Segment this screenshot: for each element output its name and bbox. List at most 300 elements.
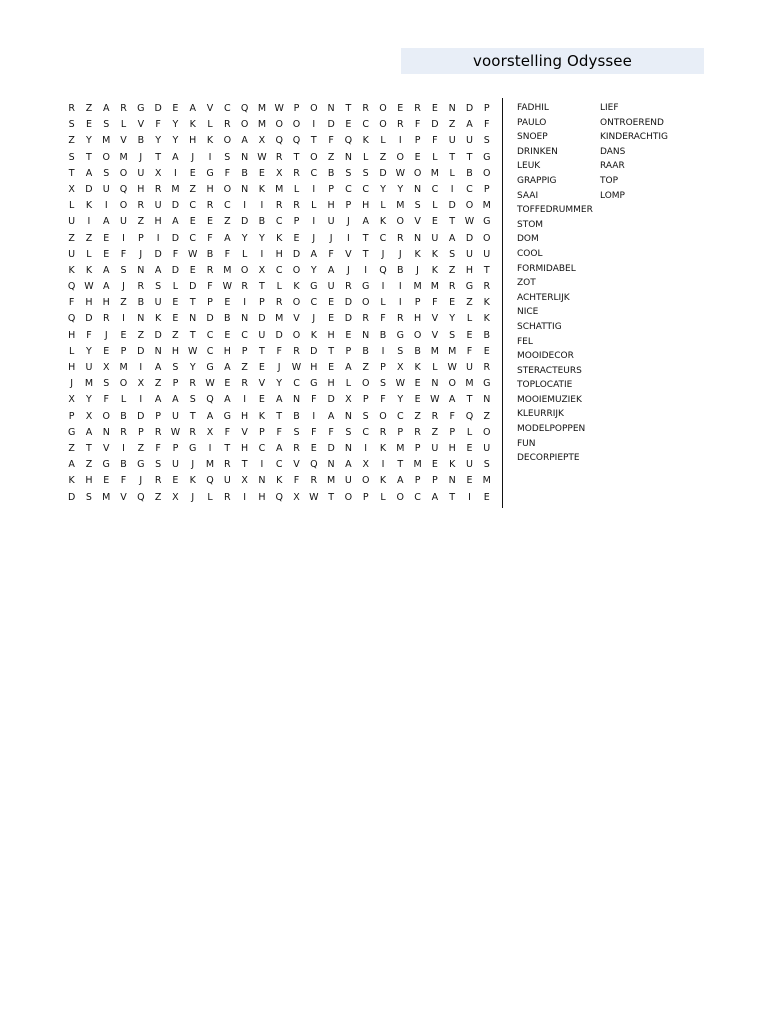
grid-letter: I (122, 442, 125, 454)
grid-letter: E (345, 329, 352, 341)
grid-letter: S (103, 167, 110, 179)
word-list-item: FORMIDABEL (517, 263, 576, 274)
grid-letter: H (362, 200, 370, 212)
grid-letter: T (362, 232, 369, 244)
grid-letter: I (312, 216, 316, 228)
grid-letter: V (120, 491, 127, 503)
word-list-item: SCHATTIG (517, 321, 562, 332)
grid-letter: A (68, 459, 75, 471)
grid-letter: C (310, 297, 318, 309)
grid-letter: Q (67, 281, 76, 293)
grid-letter: R (189, 426, 197, 438)
grid-letter: I (104, 200, 108, 212)
grid-letter: G (137, 459, 145, 471)
grid-letter: D (275, 329, 283, 341)
grid-letter: G (102, 459, 110, 471)
grid-letter: Z (68, 232, 75, 244)
grid-letter: M (119, 362, 128, 373)
word-list-item: ONTROEREND (600, 117, 664, 128)
grid-letter: C (241, 329, 248, 341)
word-list-item: SAAI (517, 190, 539, 201)
grid-letter: P (449, 426, 456, 438)
grid-letter: S (345, 426, 352, 438)
grid-letter: L (207, 119, 213, 131)
grid-letter: P (345, 200, 352, 212)
grid-letter: D (206, 313, 214, 325)
word-list-item: MODELPOPPEN (517, 424, 586, 435)
grid-letter: Z (327, 151, 335, 163)
grid-letter: R (483, 281, 491, 293)
grid-letter: E (345, 119, 352, 131)
grid-letter: I (243, 394, 247, 406)
grid-letter: R (154, 183, 162, 195)
grid-letter: E (103, 475, 110, 487)
grid-letter: Q (240, 103, 249, 114)
grid-letter: G (310, 281, 318, 293)
grid-letter: R (189, 378, 197, 390)
grid-letter: H (327, 200, 335, 212)
grid-letter: D (137, 345, 145, 357)
grid-letter: Y (155, 135, 162, 147)
grid-letter: J (346, 264, 350, 276)
grid-letter: W (84, 281, 94, 293)
grid-letter: M (465, 378, 474, 390)
grid-letter: A (397, 475, 404, 487)
grid-letter: Q (275, 135, 283, 147)
grid-letter: T (466, 394, 473, 406)
grid-letter: E (483, 491, 490, 503)
word-list-column-2 (600, 101, 668, 203)
word-list-item: DECORPIEPTE (517, 453, 580, 464)
grid-letter: Q (119, 183, 128, 195)
grid-letter: I (260, 200, 264, 212)
grid-letter: A (275, 442, 283, 454)
grid-letter: R (275, 297, 283, 309)
grid-letter: T (155, 151, 162, 163)
grid-letter: X (85, 410, 93, 422)
grid-letter: P (414, 297, 421, 309)
grid-letter: H (327, 378, 335, 390)
grid-letter: R (396, 119, 404, 131)
grid-letter: F (414, 119, 421, 131)
grid-letter: O (119, 378, 128, 390)
grid-letter: P (172, 442, 179, 454)
grid-letter: L (432, 362, 438, 373)
grid-letter: K (414, 248, 421, 260)
grid-letter: V (414, 216, 421, 228)
grid-letter: Y (276, 378, 283, 390)
grid-letter: P (207, 297, 213, 309)
grid-letter: T (189, 329, 196, 341)
grid-letter: M (430, 345, 439, 357)
grid-letter: D (154, 248, 162, 260)
grid-letter: P (259, 297, 265, 309)
grid-letter: N (448, 103, 456, 114)
grid-letter: B (483, 329, 491, 341)
grid-letter: A (241, 135, 248, 147)
grid-letter: F (224, 248, 231, 260)
grid-letter: P (328, 183, 334, 195)
grid-letter: C (206, 345, 214, 357)
word-list-item: FADHIL (517, 103, 549, 113)
grid-letter: L (345, 378, 352, 390)
word-list-item: LIEF (600, 103, 619, 113)
grid-letter: N (258, 475, 266, 487)
grid-letter: G (465, 281, 474, 293)
grid-letter: B (258, 216, 266, 228)
grid-letter: F (466, 345, 473, 357)
grid-letter: F (120, 248, 127, 260)
grid-letter: C (345, 183, 352, 195)
grid-letter: U (85, 362, 93, 373)
grid-letter: E (258, 362, 265, 373)
grid-letter: M (275, 183, 284, 195)
grid-letter: E (103, 345, 110, 357)
grid-letter: D (431, 119, 439, 131)
grid-letter: E (466, 475, 473, 487)
grid-letter: M (119, 151, 128, 163)
grid-letter: E (483, 345, 490, 357)
grid-letter: O (102, 151, 110, 163)
word-list-item: ZOT (517, 278, 536, 289)
grid-letter: Y (241, 232, 248, 244)
grid-letter: N (414, 183, 422, 195)
grid-letter: Q (67, 313, 76, 325)
grid-letter: Y (86, 135, 92, 147)
grid-letter: M (413, 281, 422, 293)
grid-letter: R (431, 410, 439, 422)
grid-letter: O (361, 475, 370, 487)
grid-letter: Z (137, 442, 145, 454)
grid-letter: B (137, 297, 145, 309)
grid-letter: O (379, 119, 387, 131)
word-list-item: MOOIDECOR (517, 351, 574, 362)
grid-letter: O (413, 329, 422, 341)
grid-letter: F (311, 394, 317, 406)
grid-letter: H (258, 491, 266, 503)
grid-letter: R (396, 313, 404, 325)
grid-letter: P (362, 491, 369, 503)
grid-letter: I (312, 183, 316, 195)
grid-letter: W (274, 103, 284, 114)
grid-letter: A (189, 103, 196, 114)
grid-letter: R (224, 459, 231, 471)
grid-letter: Q (465, 410, 474, 422)
grid-letter: Z (379, 151, 387, 163)
grid-letter: I (346, 232, 350, 244)
grid-letter: O (396, 491, 405, 503)
grid-letter: E (85, 119, 92, 131)
grid-letter: I (364, 264, 368, 276)
grid-letter: M (430, 167, 439, 179)
grid-letter: F (276, 345, 282, 357)
grid-letter: M (205, 459, 215, 471)
grid-letter: I (381, 345, 385, 357)
grid-letter: A (224, 232, 231, 244)
grid-letter: V (293, 459, 300, 471)
grid-letter: S (68, 151, 75, 163)
grid-letter: T (68, 167, 75, 179)
grid-letter: O (119, 167, 128, 179)
word-list-item: LEUK (517, 161, 541, 172)
grid-letter: E (449, 297, 456, 309)
grid-letter: L (241, 248, 248, 260)
grid-letter: L (276, 281, 282, 293)
grid-letter: T (310, 135, 317, 147)
grid-letter: Z (85, 232, 93, 244)
grid-letter: E (310, 442, 317, 454)
word-list-item: ACHTERLIJK (517, 292, 570, 303)
grid-letter: W (309, 491, 319, 503)
grid-letter: H (102, 297, 110, 309)
grid-letter: I (312, 119, 316, 131)
grid-letter: C (293, 378, 300, 390)
grid-letter: M (275, 313, 284, 325)
grid-letter: R (224, 119, 231, 131)
grid-letter: U (327, 281, 335, 293)
grid-letter: D (137, 410, 145, 422)
grid-letter: U (465, 135, 473, 147)
grid-letter: O (465, 200, 474, 212)
grid-letter: W (205, 378, 215, 390)
grid-letter: O (361, 297, 370, 309)
grid-letter: U (465, 248, 473, 260)
grid-letter: G (310, 378, 318, 390)
grid-letter: P (414, 475, 421, 487)
grid-letter: C (258, 442, 266, 454)
grid-letter: B (224, 313, 231, 325)
grid-letter: C (431, 183, 439, 195)
word-list-item: GRAPPIG (517, 175, 557, 186)
grid-letter: S (224, 151, 231, 163)
grid-letter: A (345, 362, 352, 373)
grid-letter: R (293, 442, 300, 454)
grid-letter: C (362, 119, 370, 131)
grid-letter: F (293, 475, 300, 487)
grid-letter: M (257, 103, 267, 114)
grid-letter: D (189, 281, 197, 293)
grid-letter: C (206, 329, 214, 341)
grid-letter: U (223, 475, 231, 487)
grid-letter: K (68, 475, 75, 487)
grid-letter: A (172, 216, 179, 228)
grid-letter: R (483, 362, 491, 373)
grid-letter: O (292, 297, 301, 309)
grid-letter: Z (448, 119, 456, 131)
grid-letter: S (379, 378, 386, 390)
grid-letter: S (189, 394, 196, 406)
grid-letter: H (465, 264, 474, 276)
grid-letter: G (67, 426, 76, 438)
grid-letter: W (395, 167, 405, 179)
grid-letter: Z (85, 103, 93, 114)
grid-letter: D (154, 329, 162, 341)
grid-letter: L (120, 394, 127, 406)
word-list-item: FUN (517, 438, 536, 449)
grid-letter: V (206, 103, 214, 114)
grid-letter: R (154, 426, 162, 438)
grid-letter: I (468, 491, 471, 503)
grid-letter: L (466, 313, 473, 325)
grid-letter: R (448, 281, 456, 293)
grid-letter: T (328, 491, 334, 503)
grid-letter: E (172, 475, 179, 487)
grid-letter: P (172, 378, 179, 390)
word-list-item: DRINKEN (517, 146, 558, 157)
grid-letter: J (398, 248, 402, 260)
grid-letter: P (137, 232, 144, 244)
grid-letter: A (102, 216, 110, 228)
grid-letter: H (206, 183, 214, 195)
grid-letter: N (344, 151, 352, 163)
grid-letter: X (275, 167, 283, 179)
grid-letter: Q (379, 264, 387, 276)
grid-letter: X (102, 362, 110, 373)
grid-letter: F (86, 329, 92, 341)
grid-letter: P (414, 135, 421, 147)
grid-letter: K (379, 442, 387, 454)
grid-letter: D (327, 394, 335, 406)
grid-letter: Y (172, 135, 179, 147)
grid-letter: N (344, 410, 352, 422)
grid-letter: Z (241, 362, 248, 373)
grid-letter: N (241, 183, 249, 195)
grid-letter: A (85, 426, 93, 438)
grid-letter: T (345, 103, 352, 114)
grid-letter: U (483, 442, 491, 454)
grid-letter: E (103, 248, 110, 260)
grid-letter: K (293, 281, 300, 293)
grid-letter: J (312, 313, 316, 325)
grid-letter: D (448, 200, 456, 212)
grid-letter: P (483, 183, 490, 195)
word-list-item: DOM (517, 234, 539, 245)
grid-letter: O (223, 135, 232, 147)
word-list-item: STOM (517, 219, 544, 230)
grid-letter: R (396, 232, 404, 244)
grid-letter: Z (154, 378, 162, 390)
grid-letter: R (293, 200, 300, 212)
grid-letter: K (483, 297, 490, 309)
grid-letter: A (327, 410, 335, 422)
grid-letter: H (414, 313, 422, 325)
grid-letter: T (362, 248, 369, 260)
grid-letter: X (258, 264, 266, 276)
grid-letter: T (86, 151, 92, 163)
grid-letter: R (206, 200, 214, 212)
grid-letter: F (380, 313, 386, 325)
grid-letter: K (68, 264, 75, 276)
grid-letter: W (188, 345, 198, 357)
grid-letter: Y (172, 119, 179, 131)
grid-letter: I (364, 442, 368, 454)
grid-letter: P (155, 410, 161, 422)
grid-letter: E (224, 378, 231, 390)
grid-letter: Q (275, 491, 283, 503)
grid-letter: H (137, 183, 145, 195)
grid-letter: D (67, 491, 76, 503)
grid-letter: J (139, 475, 143, 487)
grid-letter: E (224, 329, 231, 341)
grid-letter: E (466, 329, 473, 341)
grid-letter: K (85, 200, 93, 212)
grid-letter: N (327, 103, 335, 114)
grid-letter: M (327, 475, 336, 487)
grid-letter: S (362, 410, 369, 422)
grid-letter: N (431, 378, 439, 390)
grid-letter: C (224, 103, 231, 114)
grid-letter: M (257, 119, 267, 131)
grid-letter: R (241, 378, 248, 390)
grid-letter: T (449, 491, 456, 503)
grid-letter: E (189, 264, 196, 276)
grid-letter: L (207, 491, 213, 503)
grid-letter: O (292, 119, 301, 131)
grid-letter: P (483, 103, 490, 114)
grid-letter: K (431, 264, 438, 276)
grid-letter: R (137, 200, 145, 212)
grid-letter: X (293, 491, 300, 503)
word-list-item: TOFFEDRUMMER (517, 205, 593, 216)
grid-letter: L (311, 200, 317, 212)
grid-letter: L (363, 151, 369, 163)
grid-letter: K (379, 475, 387, 487)
grid-letter: K (414, 362, 421, 373)
grid-letter: O (483, 232, 491, 244)
grid-letter: R (362, 313, 369, 325)
grid-letter: D (258, 313, 266, 325)
grid-letter: Q (206, 475, 214, 487)
grid-letter: T (276, 410, 283, 422)
grid-letter: M (396, 200, 405, 212)
word-list-item: KINDERACHTIG (600, 132, 668, 143)
grid-letter: A (102, 281, 110, 293)
grid-letter: B (379, 329, 387, 341)
grid-letter: D (327, 119, 335, 131)
grid-letter: P (432, 475, 438, 487)
grid-letter: A (362, 216, 369, 228)
grid-letter: M (413, 459, 422, 471)
grid-letter: E (172, 297, 179, 309)
grid-letter: A (102, 264, 110, 276)
grid-letter: D (171, 200, 180, 212)
grid-letter: C (379, 232, 387, 244)
grid-letter: M (102, 491, 111, 503)
grid-letter: V (431, 313, 439, 325)
grid-letter: Z (120, 297, 127, 309)
grid-letter: E (258, 394, 265, 406)
grid-letter: G (206, 167, 214, 179)
grid-letter: A (448, 394, 456, 406)
grid-letter: Q (310, 459, 318, 471)
grid-letter: X (397, 362, 404, 373)
grid-letter: A (154, 264, 162, 276)
grid-letter: C (396, 410, 404, 422)
grid-letter: F (276, 426, 282, 438)
grid-letter: L (69, 200, 75, 212)
grid-letter: P (241, 345, 248, 357)
grid-letter: A (206, 410, 214, 422)
grid-letter: N (241, 151, 249, 163)
grid-letter: S (449, 248, 456, 260)
grid-letter: E (207, 216, 214, 228)
grid-letter: F (432, 297, 438, 309)
grid-letter: X (137, 378, 145, 390)
grid-letter: J (191, 491, 195, 503)
grid-letter: A (224, 394, 231, 406)
word-list-item: FEL (517, 336, 533, 347)
grid-letter: C (362, 426, 370, 438)
